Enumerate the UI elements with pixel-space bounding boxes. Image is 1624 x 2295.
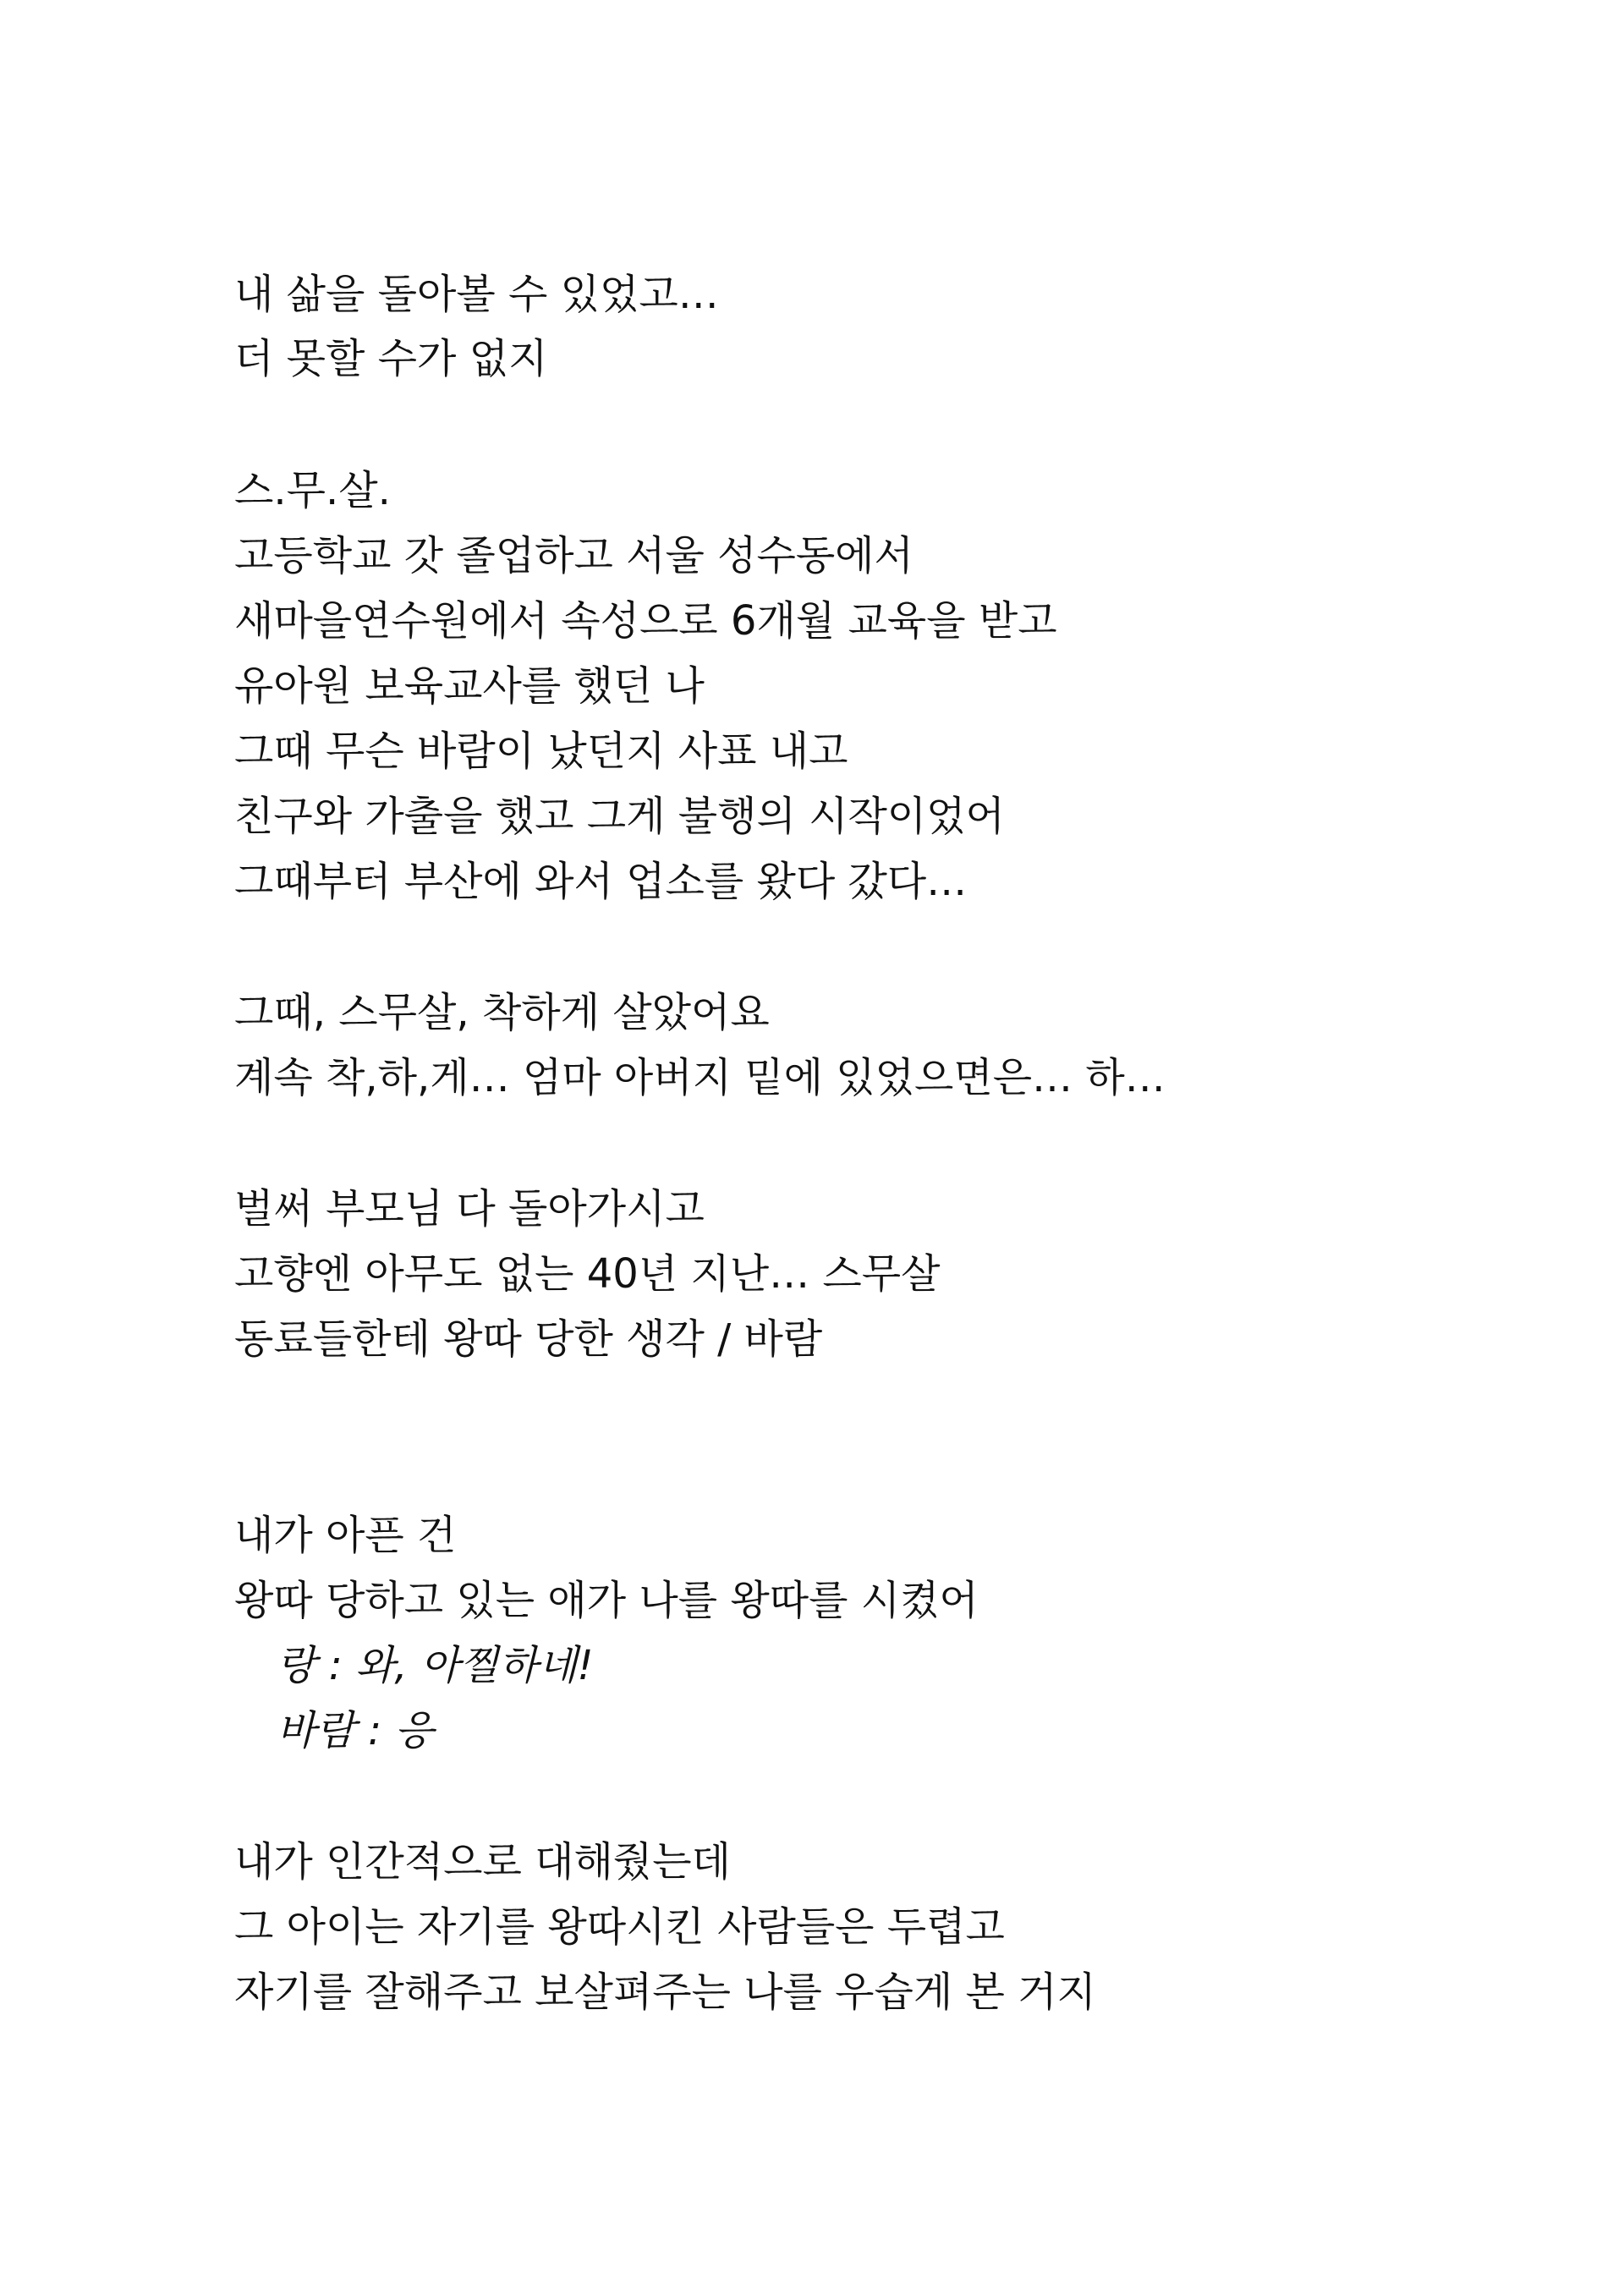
- text-line: 그때 무슨 바람이 났던지 사표 내고: [234, 727, 848, 775]
- text-line: 내가 아픈 건: [234, 1512, 457, 1559]
- text-line: 내가 인간적으로 대해줬는데: [234, 1838, 731, 1886]
- text-line: 내 삶을 돌아볼 수 있었고…: [234, 271, 719, 318]
- text-line: 벌써 부모님 다 돌아가시고: [234, 1185, 705, 1233]
- dialogue-line: 랑 : 와, 아찔하네!: [277, 1642, 594, 1689]
- text-line: 동료들한테 왕따 당한 생각 / 바람: [234, 1315, 823, 1363]
- text-line: 왕따 당하고 있는 애가 나를 왕따를 시켰어: [234, 1577, 979, 1624]
- text-line: 그때, 스무살, 착하게 살았어요: [234, 989, 770, 1036]
- text-line: 고향엔 아무도 없는 40년 지난… 스무살: [234, 1250, 941, 1298]
- text-line: 그때부터 부산에 와서 업소를 왔다 갔다…: [234, 858, 968, 905]
- text-line: 자기를 잘해주고 보살펴주는 나를 우습게 본 거지: [234, 1968, 1096, 2016]
- text-line: 더 못할 수가 없지: [234, 335, 548, 382]
- text-line: 친구와 가출을 했고 그게 불행의 시작이었어: [234, 793, 1005, 840]
- dialogue-line: 바람 : 응: [277, 1707, 434, 1754]
- text-line: 그 아이는 자기를 왕따시킨 사람들은 두렵고: [234, 1903, 1005, 1951]
- text-line: 계속 착,하,게… 엄마 아버지 밑에 있었으면은… 하…: [234, 1054, 1166, 1101]
- text-line: 새마을연수원에서 속성으로 6개월 교육을 받고: [234, 597, 1057, 645]
- text-line: 고등학교 갓 졸업하고 서울 성수동에서: [234, 532, 914, 579]
- text-line: 유아원 보육교사를 했던 나: [234, 662, 705, 710]
- text-line: 스.무.살.: [234, 467, 391, 514]
